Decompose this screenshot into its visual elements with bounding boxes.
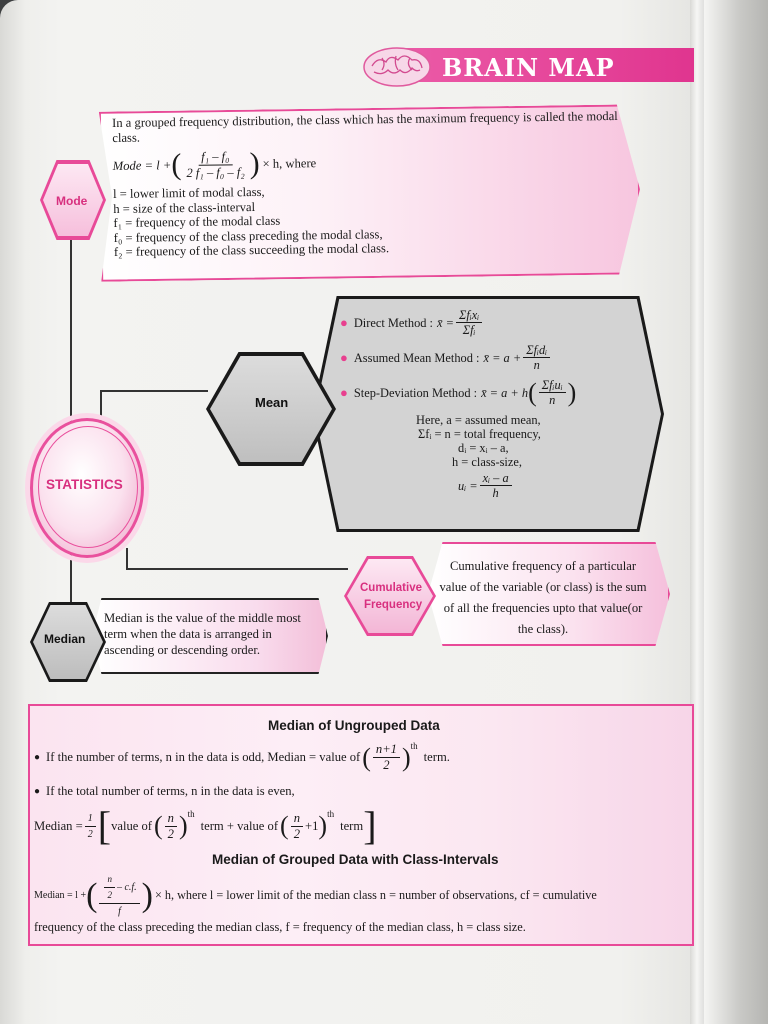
mean-notes	[416, 413, 650, 500]
ungrouped-odd-sup: th	[410, 741, 418, 751]
bullet-icon: ●	[340, 314, 348, 330]
grouped-title: Median of Grouped Data with Class-Intervals	[212, 852, 499, 867]
ungrouped-odd-fraction: $\frac{n+1}{2}$	[373, 742, 400, 773]
mode-def: f₀ = frequency of the class preceding the modal class,	[113, 226, 383, 245]
even-tail: term	[340, 818, 364, 833]
assumed-mean-label: Assumed Mean Method :	[353, 350, 480, 365]
assumed-mean-lhs: x̄ = a +	[483, 350, 522, 365]
mean-label: Mean	[255, 395, 289, 410]
u-fraction: $\frac{\text{xᵢ – a}}{h}$	[480, 471, 512, 500]
mode-label: Mode	[56, 194, 88, 208]
grouped-line2: frequency of the class preceding the median class, f = frequency of the median class, h = class size.	[34, 920, 526, 934]
ungrouped-title: Median of Ungrouped Data	[268, 718, 440, 733]
mean-note: dᵢ = xᵢ – a,	[458, 441, 509, 455]
mode-def: h = size of the class-interval	[113, 199, 256, 216]
even-formula-lhs: Median =	[34, 818, 83, 833]
mean-content	[340, 308, 650, 506]
bullet-icon: ●	[34, 752, 41, 763]
brain-map-banner	[390, 48, 694, 82]
mode-fraction	[183, 149, 248, 180]
ungrouped-even-text: If the total number of terms, n in the data is even,	[46, 784, 295, 798]
ungrouped-odd-text: If the number of terms, n in the data is odd, Median = value of	[46, 750, 361, 764]
ungrouped-odd-row: ● If the number of terms, n in the data is odd, Median = value of ( $\frac{n+1}{2}$ ) th term.	[34, 741, 450, 772]
direct-method-fraction: $\frac{\text{Σfᵢxᵢ}}{\text{Σfᵢ}}$	[456, 308, 482, 337]
mode-formula-lhs: Mode = l +	[112, 157, 172, 173]
assumed-mean-method	[340, 343, 650, 372]
median-text: Median is the value of the middle most term when the data is arranged in ascending or descending order.	[104, 611, 301, 657]
mode-formula-tail: × h, where	[262, 155, 317, 171]
connector-line	[100, 390, 208, 392]
step-deviation-label: Step-Deviation Method :	[353, 385, 478, 400]
mode-intro: In a grouped frequency distribution, the class which has the maximum frequency is called the modal class.	[112, 108, 618, 145]
mode-content	[112, 109, 634, 260]
mean-note: Here, a = assumed mean,	[416, 413, 541, 427]
median-label: Median	[44, 632, 86, 646]
grouped-formula-row: Median = l + ( $\frac{n}{2}$ – c.f. f ) × h, where l = lower limit of the median class n = number of observations, cf = cumulative	[34, 874, 597, 917]
mode-formula: Mode = l + ( $\frac{\text{f₁ – f₀}}{\text{2 f₁ – f₀ – f₂}}$ ) × h, where	[112, 146, 317, 182]
step-deviation-fraction: $\frac{\text{Σfᵢuᵢ}}{n}$	[539, 378, 566, 407]
u-formula: uᵢ = $\frac{\text{xᵢ – a}}{h}$	[458, 471, 650, 500]
cumulative-frequency-text: Cumulative frequency of a particular value of the variable (or class) is the sum of all the frequencies upto that value(or the class).	[439, 559, 647, 636]
connector-line	[126, 548, 128, 568]
mode-def: f₁ = frequency of the modal class	[113, 213, 281, 230]
connector-line	[70, 548, 72, 608]
mean-note: Σfᵢ = n = total frequency,	[418, 427, 541, 441]
mean-note: h = class-size,	[452, 455, 522, 469]
page-title: BRAIN MAP	[442, 53, 615, 82]
even-n2-fraction: $\frac{n}{2}$	[291, 811, 303, 842]
step-deviation-method: ● Step-Deviation Method : x̄ = a + h ( $\frac{\text{Σfᵢuᵢ}}{n}$ )	[340, 377, 577, 407]
even-half-fraction: $\frac{1}{2}$	[85, 811, 96, 842]
direct-method	[340, 308, 650, 337]
mode-def: l = lower limit of modal class,	[112, 184, 265, 201]
even-value-of: value of	[111, 818, 152, 833]
mode-fraction-num: f₁ – f₀	[198, 149, 233, 165]
step-deviation-lhs: x̄ = a + h	[481, 385, 529, 400]
even-n-fraction: $\frac{n}{2}$	[165, 811, 177, 842]
mode-fraction-den: 2 f₁ – f₀ – f₂	[186, 164, 245, 180]
cumulative-label-line2: Frequency	[364, 599, 423, 611]
mode-def: f₂ = frequency of the class succeeding the modal class.	[113, 241, 390, 259]
ungrouped-odd-tail: term.	[423, 750, 450, 764]
direct-method-label: Direct Method :	[353, 315, 434, 330]
ungrouped-even-row	[34, 784, 295, 799]
even-mid-text: term + value of	[200, 818, 279, 833]
direct-method-lhs: x̄ =	[437, 315, 454, 330]
bullet-icon: ●	[340, 384, 348, 400]
connector-line	[126, 568, 348, 570]
statistics-label: STATISTICS	[46, 477, 123, 492]
ungrouped-even-formula: Median = $\frac{1}{2}$ [ value of ( $\frac{n}{2}$ ) th term + value of ( $\frac{n}{2}$ +1 ) th term ]	[34, 803, 377, 848]
connector-line	[70, 238, 72, 424]
bullet-icon: ●	[34, 786, 41, 797]
cumulative-label-line1: Cumulative	[360, 582, 422, 594]
grouped-mid-text: × h, where l = lower limit of the median class n = number of observations, cf = cumulative	[154, 888, 597, 902]
bullet-icon: ●	[340, 349, 348, 365]
brain-icon	[362, 46, 432, 88]
grouped-lhs: Median = l +	[34, 890, 87, 901]
grouped-fraction: $\frac{n}{2}$ – c.f. f	[99, 872, 139, 919]
assumed-mean-fraction: $\frac{\text{Σfᵢdᵢ}}{n}$	[523, 343, 550, 372]
